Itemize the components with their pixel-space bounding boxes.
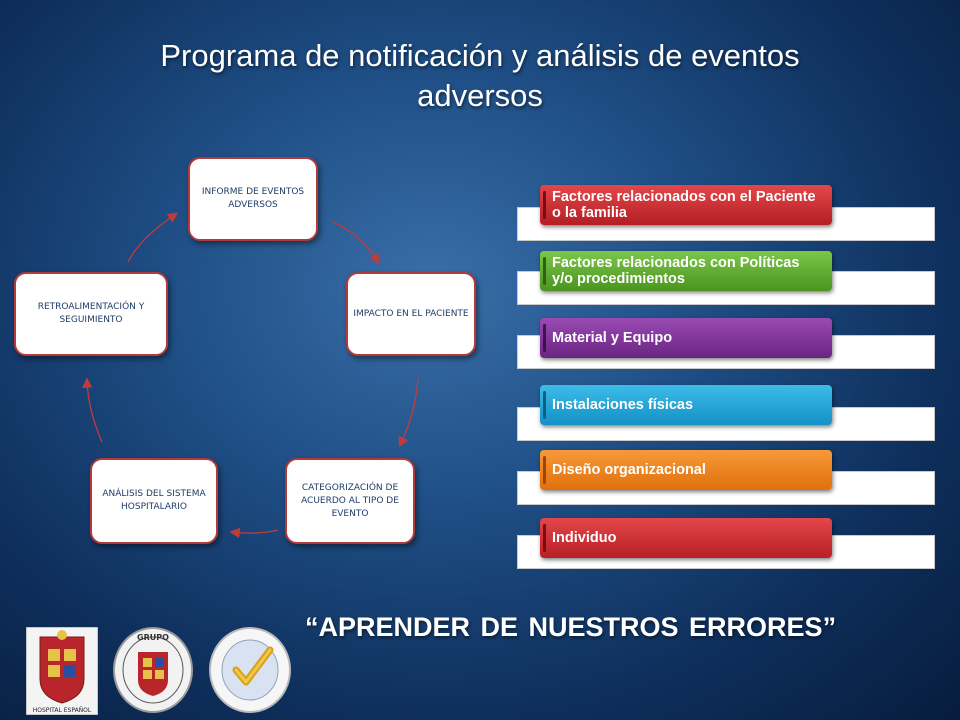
cycle-step-categorizacion: CATEGORIZACIÓN DE ACUERDO AL TIPO DE EVENTO (285, 458, 415, 544)
cycle-arrow (128, 214, 176, 262)
cycle-arrow (87, 380, 102, 442)
svg-text:GRUPO: GRUPO (137, 633, 169, 642)
grupo-hospital-espanol-seal-logo (112, 624, 194, 714)
factor-accent (543, 524, 546, 552)
factor-instalaciones (540, 385, 832, 425)
factor-paciente (540, 185, 832, 225)
motto-text: “APRENDER DE NUESTROS ERRORES” (305, 612, 837, 642)
factor-label: Diseño organizacional (552, 462, 706, 478)
factor-label: Factores relacionados con Políticas y/o procedimientos (552, 255, 800, 287)
slide-title: Programa de notificación y análisis de eventos adversos (160, 38, 800, 113)
factor-label: Individuo (552, 530, 617, 546)
cycle-step-analisis: ANÁLISIS DEL SISTEMA HOSPITALARIO (90, 458, 218, 544)
hospital-certificado-seal-logo (208, 624, 292, 714)
cycle-arrow (400, 378, 418, 445)
factor-label: Material y Equipo (552, 330, 673, 346)
factor-accent (543, 257, 546, 285)
cycle-arrow (232, 530, 278, 533)
factor-accent (543, 456, 546, 484)
cycle-step-impacto: IMPACTO EN EL PACIENTE (346, 272, 476, 356)
factor-individuo (540, 518, 832, 558)
factor-material (540, 318, 832, 358)
cycle-arrow (333, 222, 378, 262)
factor-label: Instalaciones físicas (552, 397, 694, 413)
cycle-step-retroalimentacion: RETROALIMENTACIÓN Y SEGUIMIENTO (14, 272, 168, 356)
hospital-espanol-shield-logo (26, 627, 98, 715)
factor-accent (543, 324, 546, 352)
factor-label: Factores relacionados con el Paciente o la familia (552, 189, 816, 221)
factor-accent (543, 191, 546, 219)
factor-accent (543, 391, 546, 419)
cycle-step-informe: INFORME DE EVENTOS ADVERSOS (188, 157, 318, 241)
factor-politicas (540, 251, 832, 291)
svg-text:HOSPITAL ESPAÑOL: HOSPITAL ESPAÑOL (32, 707, 92, 714)
factor-diseno (540, 450, 832, 490)
